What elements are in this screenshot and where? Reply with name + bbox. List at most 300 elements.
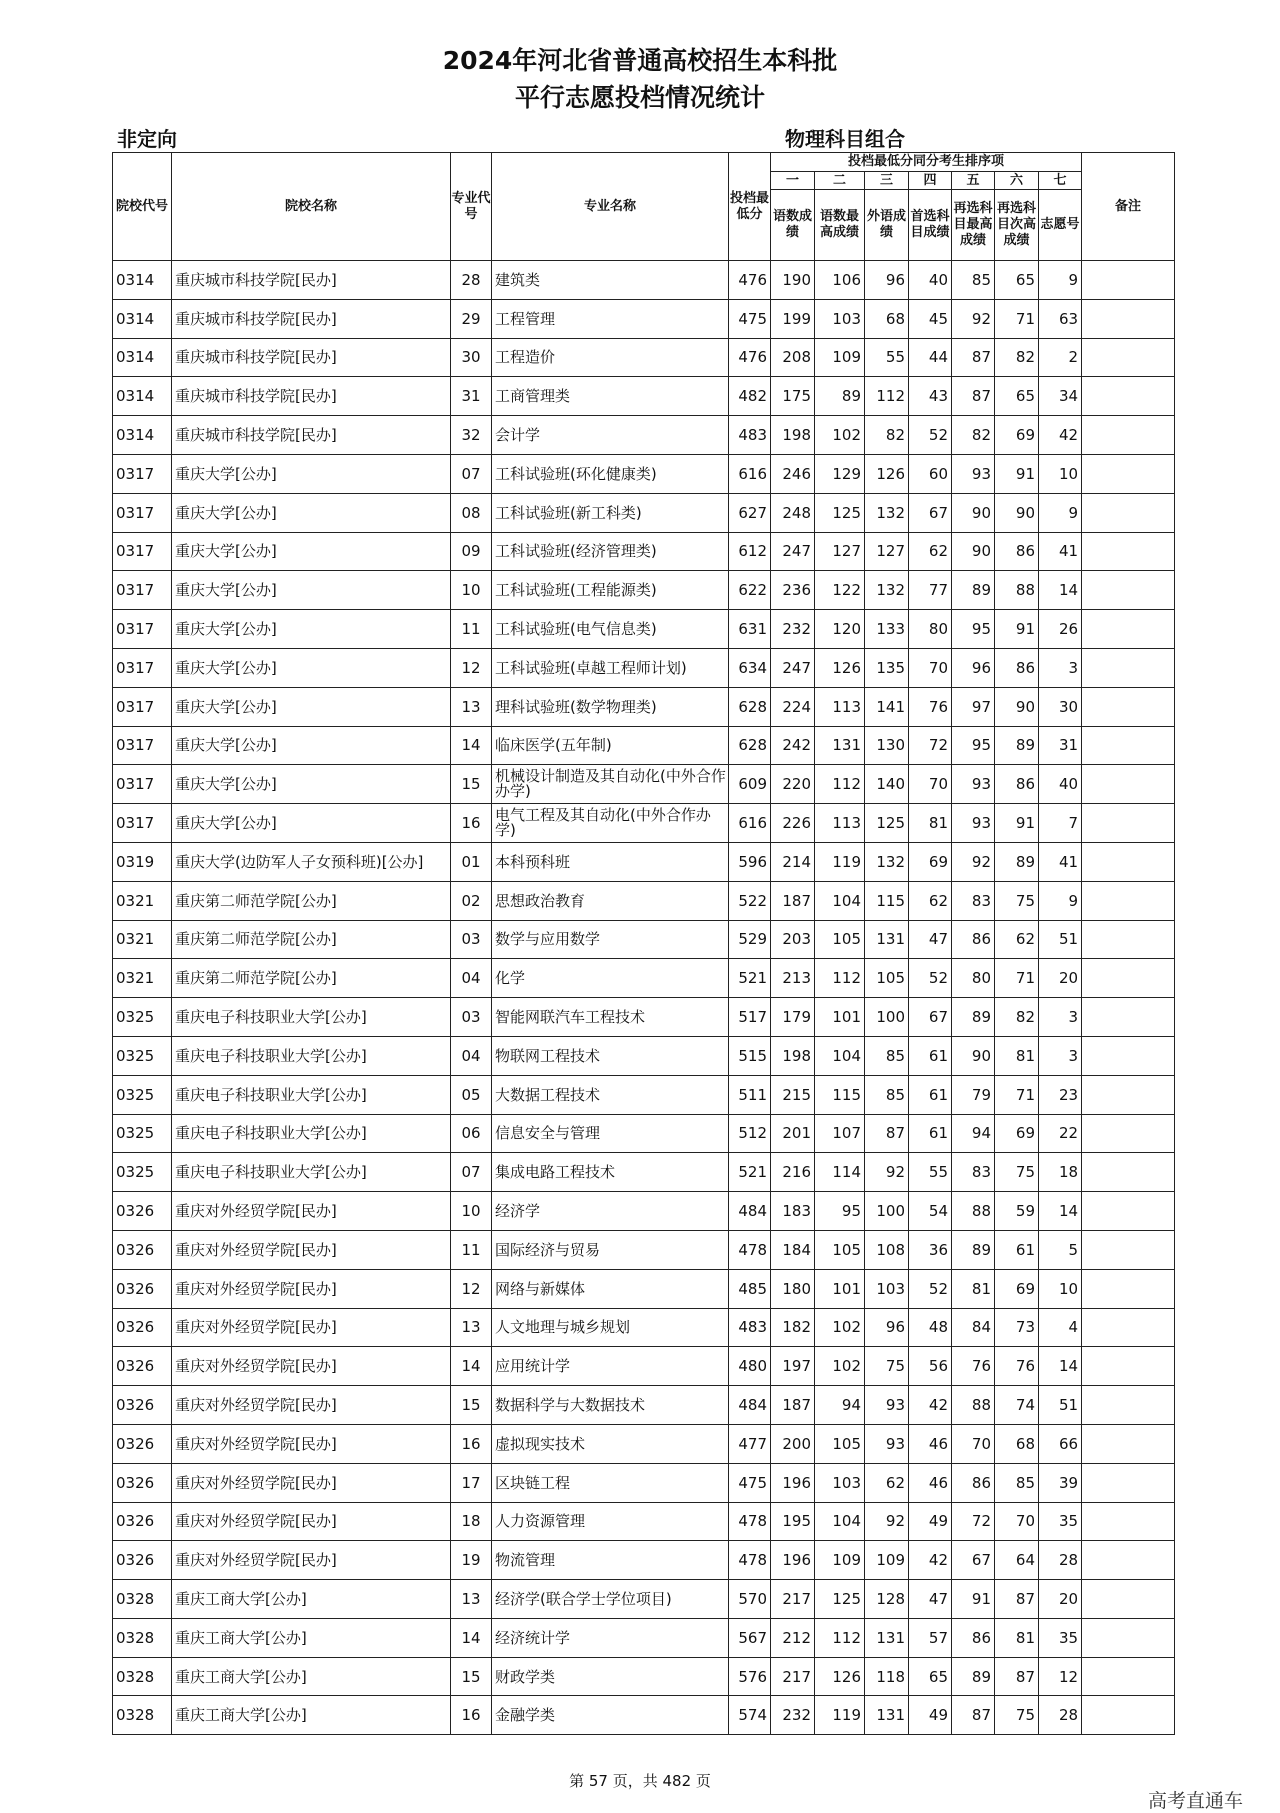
- cell-major-code: 13: [451, 687, 492, 726]
- cell-major-name: 会计学: [492, 416, 729, 455]
- cell-chinese-math-score: 184: [771, 1230, 815, 1269]
- cell-chinese-math-max: 114: [815, 1153, 865, 1192]
- cell-school-name: 重庆对外经贸学院[民办]: [172, 1502, 451, 1541]
- cell-min-score: 515: [729, 1036, 771, 1075]
- header-criterion-4: 首选科目成绩: [909, 190, 952, 261]
- header-min-score: 投档最低分: [729, 153, 771, 261]
- cell-min-score: 567: [729, 1618, 771, 1657]
- cell-min-score: 478: [729, 1230, 771, 1269]
- cell-foreign-language-score: 126: [865, 454, 909, 493]
- cell-major-code: 14: [451, 1618, 492, 1657]
- cell-chinese-math-max: 115: [815, 1075, 865, 1114]
- table-row: [113, 765, 1175, 804]
- cell-min-score: 476: [729, 261, 771, 300]
- cell-min-score: 576: [729, 1657, 771, 1696]
- cell-min-score: 627: [729, 493, 771, 532]
- cell-school-code: 0325: [113, 1114, 172, 1153]
- cell-major-name: 区块链工程: [492, 1463, 729, 1502]
- cell-first-subject-score: 56: [909, 1347, 952, 1386]
- cell-school-code: 0325: [113, 1075, 172, 1114]
- cell-school-code: 0325: [113, 1036, 172, 1075]
- cell-school-name: 重庆大学[公办]: [172, 571, 451, 610]
- cell-elective-max-score: 89: [952, 1657, 995, 1696]
- table-row: [113, 1230, 1175, 1269]
- cell-school-name: 重庆对外经贸学院[民办]: [172, 1230, 451, 1269]
- cell-school-name: 重庆大学[公办]: [172, 765, 451, 804]
- cell-remarks: [1082, 1386, 1175, 1425]
- cell-major-code: 04: [451, 959, 492, 998]
- cell-major-name: 人力资源管理: [492, 1502, 729, 1541]
- cell-major-name: 财政学类: [492, 1657, 729, 1696]
- cell-remarks: [1082, 726, 1175, 765]
- cell-major-name: 本科预科班: [492, 842, 729, 881]
- cell-chinese-math-score: 248: [771, 493, 815, 532]
- cell-chinese-math-score: 203: [771, 920, 815, 959]
- cell-foreign-language-score: 118: [865, 1657, 909, 1696]
- cell-first-subject-score: 48: [909, 1308, 952, 1347]
- header-criterion-1: 语数成绩: [771, 190, 815, 261]
- cell-major-code: 07: [451, 1153, 492, 1192]
- cell-major-code: 18: [451, 1502, 492, 1541]
- cell-school-name: 重庆对外经贸学院[民办]: [172, 1541, 451, 1580]
- cell-elective-max-score: 89: [952, 998, 995, 1037]
- cell-foreign-language-score: 127: [865, 532, 909, 571]
- cell-preference-number: 3: [1039, 998, 1082, 1037]
- cell-chinese-math-score: 213: [771, 959, 815, 998]
- cell-first-subject-score: 43: [909, 377, 952, 416]
- cell-school-code: 0314: [113, 416, 172, 455]
- cell-first-subject-score: 45: [909, 299, 952, 338]
- table-row: [113, 299, 1175, 338]
- cell-min-score: 521: [729, 1153, 771, 1192]
- cell-preference-number: 4: [1039, 1308, 1082, 1347]
- cell-school-code: 0321: [113, 881, 172, 920]
- cell-chinese-math-score: 187: [771, 881, 815, 920]
- cell-chinese-math-score: 220: [771, 765, 815, 804]
- cell-school-name: 重庆城市科技学院[民办]: [172, 377, 451, 416]
- cell-elective-second-score: 65: [995, 377, 1039, 416]
- cell-major-code: 09: [451, 532, 492, 571]
- cell-foreign-language-score: 92: [865, 1153, 909, 1192]
- cell-chinese-math-max: 102: [815, 416, 865, 455]
- cell-foreign-language-score: 135: [865, 648, 909, 687]
- cell-min-score: 596: [729, 842, 771, 881]
- cell-chinese-math-score: 179: [771, 998, 815, 1037]
- cell-first-subject-score: 44: [909, 338, 952, 377]
- cell-chinese-math-score: 226: [771, 804, 815, 843]
- table-row: [113, 1386, 1175, 1425]
- cell-school-code: 0321: [113, 959, 172, 998]
- cell-elective-second-score: 91: [995, 454, 1039, 493]
- cell-preference-number: 66: [1039, 1424, 1082, 1463]
- cell-school-name: 重庆对外经贸学院[民办]: [172, 1424, 451, 1463]
- cell-chinese-math-max: 104: [815, 881, 865, 920]
- table-row: [113, 920, 1175, 959]
- cell-foreign-language-score: 103: [865, 1269, 909, 1308]
- cell-elective-max-score: 76: [952, 1347, 995, 1386]
- cell-school-code: 0317: [113, 610, 172, 649]
- cell-preference-number: 22: [1039, 1114, 1082, 1153]
- cell-chinese-math-score: 196: [771, 1463, 815, 1502]
- cell-chinese-math-max: 104: [815, 1036, 865, 1075]
- table-row: [113, 1463, 1175, 1502]
- cell-major-code: 11: [451, 1230, 492, 1269]
- cell-major-name: 应用统计学: [492, 1347, 729, 1386]
- cell-major-name: 临床医学(五年制): [492, 726, 729, 765]
- cell-first-subject-score: 70: [909, 648, 952, 687]
- cell-remarks: [1082, 610, 1175, 649]
- cell-school-code: 0328: [113, 1618, 172, 1657]
- cell-school-code: 0326: [113, 1230, 172, 1269]
- cell-major-code: 01: [451, 842, 492, 881]
- cell-remarks: [1082, 842, 1175, 881]
- cell-chinese-math-max: 131: [815, 726, 865, 765]
- cell-school-code: 0314: [113, 299, 172, 338]
- cell-school-code: 0326: [113, 1502, 172, 1541]
- cell-first-subject-score: 52: [909, 1269, 952, 1308]
- cell-elective-second-score: 64: [995, 1541, 1039, 1580]
- cell-preference-number: 20: [1039, 959, 1082, 998]
- cell-min-score: 475: [729, 1463, 771, 1502]
- cell-elective-max-score: 95: [952, 610, 995, 649]
- cell-preference-number: 35: [1039, 1618, 1082, 1657]
- cell-foreign-language-score: 115: [865, 881, 909, 920]
- cell-elective-second-score: 88: [995, 571, 1039, 610]
- cell-school-code: 0326: [113, 1347, 172, 1386]
- cell-min-score: 483: [729, 1308, 771, 1347]
- cell-min-score: 628: [729, 726, 771, 765]
- cell-school-code: 0326: [113, 1463, 172, 1502]
- cell-min-score: 616: [729, 454, 771, 493]
- cell-major-name: 工程管理: [492, 299, 729, 338]
- cell-major-code: 12: [451, 1269, 492, 1308]
- cell-first-subject-score: 47: [909, 1580, 952, 1619]
- cell-preference-number: 9: [1039, 261, 1082, 300]
- cell-major-name: 工科试验班(经济管理类): [492, 532, 729, 571]
- cell-elective-second-score: 87: [995, 1580, 1039, 1619]
- cell-min-score: 612: [729, 532, 771, 571]
- cell-major-name: 经济统计学: [492, 1618, 729, 1657]
- cell-preference-number: 10: [1039, 454, 1082, 493]
- page-footer: 第 57 页，共 482 页: [569, 1772, 711, 1790]
- cell-first-subject-score: 62: [909, 881, 952, 920]
- cell-foreign-language-score: 68: [865, 299, 909, 338]
- cell-school-name: 重庆大学(边防军人子女预科班)[公办]: [172, 842, 451, 881]
- cell-school-code: 0325: [113, 998, 172, 1037]
- cell-major-code: 17: [451, 1463, 492, 1502]
- cell-school-code: 0321: [113, 920, 172, 959]
- cell-first-subject-score: 36: [909, 1230, 952, 1269]
- cell-major-code: 03: [451, 920, 492, 959]
- cell-first-subject-score: 72: [909, 726, 952, 765]
- cell-major-code: 14: [451, 1347, 492, 1386]
- cell-school-name: 重庆城市科技学院[民办]: [172, 338, 451, 377]
- cell-school-name: 重庆电子科技职业大学[公办]: [172, 1036, 451, 1075]
- cell-min-score: 477: [729, 1424, 771, 1463]
- header-order-5: 五: [952, 172, 995, 190]
- cell-chinese-math-max: 119: [815, 1696, 865, 1735]
- cell-remarks: [1082, 765, 1175, 804]
- cell-remarks: [1082, 1347, 1175, 1386]
- cell-foreign-language-score: 132: [865, 842, 909, 881]
- cell-preference-number: 42: [1039, 416, 1082, 455]
- cell-elective-max-score: 84: [952, 1308, 995, 1347]
- cell-first-subject-score: 70: [909, 765, 952, 804]
- table-row: [113, 610, 1175, 649]
- cell-foreign-language-score: 112: [865, 377, 909, 416]
- cell-preference-number: 28: [1039, 1541, 1082, 1580]
- table-row: [113, 1192, 1175, 1231]
- cell-elective-second-score: 86: [995, 765, 1039, 804]
- cell-school-name: 重庆城市科技学院[民办]: [172, 261, 451, 300]
- cell-elective-second-score: 82: [995, 998, 1039, 1037]
- cell-chinese-math-score: 247: [771, 648, 815, 687]
- cell-chinese-math-max: 101: [815, 998, 865, 1037]
- cell-min-score: 574: [729, 1696, 771, 1735]
- cell-school-code: 0326: [113, 1192, 172, 1231]
- cell-min-score: 634: [729, 648, 771, 687]
- cell-major-name: 工程造价: [492, 338, 729, 377]
- cell-chinese-math-score: 198: [771, 1036, 815, 1075]
- cell-chinese-math-max: 105: [815, 1230, 865, 1269]
- cell-preference-number: 41: [1039, 532, 1082, 571]
- table-row: [113, 1153, 1175, 1192]
- header-order-2: 二: [815, 172, 865, 190]
- cell-chinese-math-score: 199: [771, 299, 815, 338]
- cell-min-score: 622: [729, 571, 771, 610]
- cell-preference-number: 18: [1039, 1153, 1082, 1192]
- cell-school-name: 重庆城市科技学院[民办]: [172, 299, 451, 338]
- cell-remarks: [1082, 1308, 1175, 1347]
- cell-elective-max-score: 93: [952, 454, 995, 493]
- cell-remarks: [1082, 377, 1175, 416]
- cell-school-name: 重庆电子科技职业大学[公办]: [172, 998, 451, 1037]
- cell-major-name: 智能网联汽车工程技术: [492, 998, 729, 1037]
- cell-elective-max-score: 67: [952, 1541, 995, 1580]
- cell-foreign-language-score: 93: [865, 1424, 909, 1463]
- cell-elective-second-score: 73: [995, 1308, 1039, 1347]
- cell-elective-second-score: 65: [995, 261, 1039, 300]
- cell-chinese-math-max: 101: [815, 1269, 865, 1308]
- cell-foreign-language-score: 141: [865, 687, 909, 726]
- cell-school-code: 0317: [113, 454, 172, 493]
- cell-school-name: 重庆第二师范学院[公办]: [172, 920, 451, 959]
- cell-preference-number: 30: [1039, 687, 1082, 726]
- cell-major-name: 化学: [492, 959, 729, 998]
- cell-school-code: 0317: [113, 493, 172, 532]
- cell-chinese-math-max: 113: [815, 687, 865, 726]
- cell-foreign-language-score: 93: [865, 1386, 909, 1425]
- cell-school-name: 重庆对外经贸学院[民办]: [172, 1347, 451, 1386]
- cell-major-code: 04: [451, 1036, 492, 1075]
- cell-elective-max-score: 82: [952, 416, 995, 455]
- cell-elective-second-score: 59: [995, 1192, 1039, 1231]
- cell-remarks: [1082, 1075, 1175, 1114]
- cell-major-name: 思想政治教育: [492, 881, 729, 920]
- cell-first-subject-score: 67: [909, 998, 952, 1037]
- cell-elective-max-score: 83: [952, 881, 995, 920]
- header-remarks: 备注: [1082, 153, 1175, 261]
- cell-school-code: 0326: [113, 1308, 172, 1347]
- cell-preference-number: 9: [1039, 493, 1082, 532]
- cell-min-score: 485: [729, 1269, 771, 1308]
- table-row: [113, 804, 1175, 843]
- cell-chinese-math-max: 109: [815, 1541, 865, 1580]
- cell-elective-max-score: 89: [952, 1230, 995, 1269]
- cell-remarks: [1082, 1618, 1175, 1657]
- cell-major-name: 网络与新媒体: [492, 1269, 729, 1308]
- cell-foreign-language-score: 85: [865, 1036, 909, 1075]
- cell-school-name: 重庆对外经贸学院[民办]: [172, 1192, 451, 1231]
- cell-major-name: 工科试验班(电气信息类): [492, 610, 729, 649]
- cell-min-score: 484: [729, 1192, 771, 1231]
- cell-chinese-math-score: 180: [771, 1269, 815, 1308]
- cell-min-score: 529: [729, 920, 771, 959]
- cell-chinese-math-score: 217: [771, 1657, 815, 1696]
- cell-chinese-math-max: 103: [815, 299, 865, 338]
- cell-elective-second-score: 68: [995, 1424, 1039, 1463]
- cell-school-name: 重庆电子科技职业大学[公办]: [172, 1153, 451, 1192]
- cell-elective-second-score: 91: [995, 610, 1039, 649]
- cell-elective-max-score: 93: [952, 804, 995, 843]
- cell-chinese-math-score: 201: [771, 1114, 815, 1153]
- cell-chinese-math-max: 109: [815, 338, 865, 377]
- cell-foreign-language-score: 85: [865, 1075, 909, 1114]
- cell-major-code: 30: [451, 338, 492, 377]
- cell-major-name: 物联网工程技术: [492, 1036, 729, 1075]
- table-row: [113, 1657, 1175, 1696]
- cell-chinese-math-max: 102: [815, 1308, 865, 1347]
- cell-remarks: [1082, 338, 1175, 377]
- table-row: [113, 416, 1175, 455]
- cell-elective-max-score: 88: [952, 1386, 995, 1425]
- cell-first-subject-score: 46: [909, 1424, 952, 1463]
- cell-elective-second-score: 89: [995, 726, 1039, 765]
- table-row: [113, 1347, 1175, 1386]
- cell-preference-number: 3: [1039, 648, 1082, 687]
- cell-min-score: 512: [729, 1114, 771, 1153]
- cell-chinese-math-score: 182: [771, 1308, 815, 1347]
- cell-elective-max-score: 70: [952, 1424, 995, 1463]
- cell-major-name: 金融学类: [492, 1696, 729, 1735]
- cell-major-name: 工科试验班(卓越工程师计划): [492, 648, 729, 687]
- cell-remarks: [1082, 1114, 1175, 1153]
- cell-chinese-math-max: 120: [815, 610, 865, 649]
- cell-remarks: [1082, 998, 1175, 1037]
- cell-major-name: 电气工程及其自动化(中外合作办学): [492, 804, 729, 843]
- cell-major-name: 经济学: [492, 1192, 729, 1231]
- cell-chinese-math-score: 224: [771, 687, 815, 726]
- cell-chinese-math-score: 195: [771, 1502, 815, 1541]
- cell-min-score: 476: [729, 338, 771, 377]
- cell-major-name: 物流管理: [492, 1541, 729, 1580]
- cell-first-subject-score: 42: [909, 1541, 952, 1580]
- table-row: [113, 532, 1175, 571]
- cell-remarks: [1082, 1192, 1175, 1231]
- cell-school-name: 重庆第二师范学院[公办]: [172, 959, 451, 998]
- cell-min-score: 522: [729, 881, 771, 920]
- cell-min-score: 480: [729, 1347, 771, 1386]
- cell-first-subject-score: 80: [909, 610, 952, 649]
- cell-first-subject-score: 61: [909, 1036, 952, 1075]
- cell-major-code: 15: [451, 1657, 492, 1696]
- cell-elective-max-score: 81: [952, 1269, 995, 1308]
- cell-foreign-language-score: 82: [865, 416, 909, 455]
- cell-school-code: 0325: [113, 1153, 172, 1192]
- cell-first-subject-score: 67: [909, 493, 952, 532]
- cell-remarks: [1082, 454, 1175, 493]
- cell-first-subject-score: 46: [909, 1463, 952, 1502]
- table-header: [113, 153, 1175, 261]
- cell-major-name: 数据科学与大数据技术: [492, 1386, 729, 1425]
- cell-elective-max-score: 83: [952, 1153, 995, 1192]
- cell-foreign-language-score: 96: [865, 1308, 909, 1347]
- cell-chinese-math-score: 217: [771, 1580, 815, 1619]
- cell-elective-max-score: 89: [952, 571, 995, 610]
- cell-chinese-math-max: 126: [815, 648, 865, 687]
- header-order-7: 七: [1039, 172, 1082, 190]
- cell-chinese-math-score: 200: [771, 1424, 815, 1463]
- cell-elective-second-score: 69: [995, 1114, 1039, 1153]
- cell-foreign-language-score: 100: [865, 1192, 909, 1231]
- cell-elective-max-score: 91: [952, 1580, 995, 1619]
- cell-elective-second-score: 69: [995, 416, 1039, 455]
- cell-school-name: 重庆电子科技职业大学[公办]: [172, 1075, 451, 1114]
- cell-elective-second-score: 89: [995, 842, 1039, 881]
- cell-major-code: 02: [451, 881, 492, 920]
- cell-remarks: [1082, 1580, 1175, 1619]
- cell-preference-number: 63: [1039, 299, 1082, 338]
- table-row: [113, 726, 1175, 765]
- cell-remarks: [1082, 804, 1175, 843]
- cell-major-code: 10: [451, 1192, 492, 1231]
- cell-elective-max-score: 90: [952, 532, 995, 571]
- cell-school-name: 重庆大学[公办]: [172, 454, 451, 493]
- table-row: [113, 1424, 1175, 1463]
- cell-chinese-math-max: 102: [815, 1347, 865, 1386]
- table-row: [113, 1502, 1175, 1541]
- cell-preference-number: 14: [1039, 571, 1082, 610]
- cell-chinese-math-max: 119: [815, 842, 865, 881]
- cell-remarks: [1082, 1541, 1175, 1580]
- cell-min-score: 478: [729, 1541, 771, 1580]
- cell-school-name: 重庆大学[公办]: [172, 648, 451, 687]
- cell-school-name: 重庆大学[公办]: [172, 532, 451, 571]
- cell-chinese-math-score: 242: [771, 726, 815, 765]
- cell-foreign-language-score: 55: [865, 338, 909, 377]
- cell-major-name: 人文地理与城乡规划: [492, 1308, 729, 1347]
- cell-remarks: [1082, 1036, 1175, 1075]
- cell-school-code: 0314: [113, 377, 172, 416]
- cell-first-subject-score: 52: [909, 416, 952, 455]
- cell-school-name: 重庆大学[公办]: [172, 493, 451, 532]
- header-criterion-2: 语数最高成绩: [815, 190, 865, 261]
- cell-chinese-math-score: 247: [771, 532, 815, 571]
- cell-preference-number: 34: [1039, 377, 1082, 416]
- cell-first-subject-score: 60: [909, 454, 952, 493]
- cell-school-code: 0326: [113, 1424, 172, 1463]
- cell-remarks: [1082, 416, 1175, 455]
- cell-elective-max-score: 90: [952, 1036, 995, 1075]
- cell-school-code: 0326: [113, 1269, 172, 1308]
- table-row: [113, 493, 1175, 532]
- cell-elective-second-score: 86: [995, 532, 1039, 571]
- cell-chinese-math-max: 95: [815, 1192, 865, 1231]
- cell-school-name: 重庆对外经贸学院[民办]: [172, 1463, 451, 1502]
- cell-major-code: 05: [451, 1075, 492, 1114]
- cell-school-name: 重庆第二师范学院[公办]: [172, 881, 451, 920]
- cell-elective-max-score: 90: [952, 493, 995, 532]
